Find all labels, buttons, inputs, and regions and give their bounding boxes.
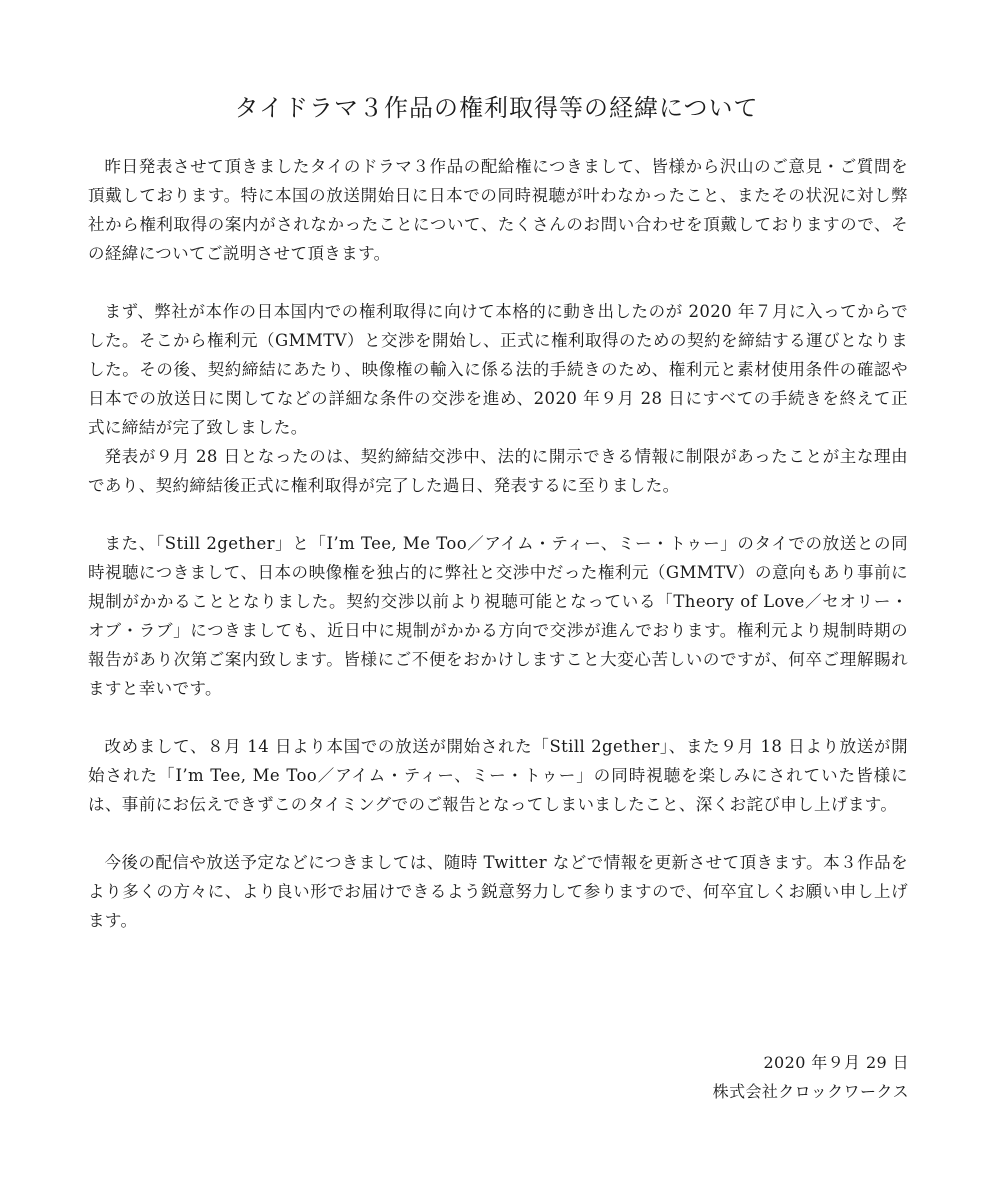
paragraph-gap — [88, 268, 908, 297]
paragraph-apology: 改めまして、８月 14 日より本国での放送が開始された「Still 2gether」、また９月 18 日より放送が開始された「I’m Tee, Me Too／アイム・ティー、ミー・トゥー」の同時視聴を楽しみにされていた皆様には、事前にお伝えできずこのタイミングでのご報告となってしまいましたこと、深くお詫び申し上げます。 — [88, 737, 908, 814]
paragraph-simulcast-restriction: また、「Still 2gether」と「I’m Tee, Me Too／アイム・ティー、ミー・トゥー」のタイでの放送との同時視聴につきまして、日本の映像権を独占的に弊社と交渉中だった権利元（GMMTV）の意向もあり事前に規制がかかることとなりました。契約交渉以前より視聴可能となっている「Theory of Love／セオリー・オブ・ラブ」につきましても、近日中に規制がかかる方向で交渉が進んでおります。権利元より規制時期の報告があり次第ご案内致します。皆様にご不便をおかけしますこと大変心苦しいのですが、何卒ご理解賜れますと幸いです。 — [88, 534, 908, 698]
document-body — [88, 152, 908, 935]
paragraph-intro: 昨日発表させて頂きましたタイのドラマ３作品の配給権につきまして、皆様から沢山のご意見・ご質問を頂戴しております。特に本国の放送開始日に日本での同時視聴が叶わなかったこと、またその状況に対し弊社から権利取得の案内がされなかったことについて、たくさんのお問い合わせを頂戴しておりますので、その経緯についてご説明させて頂きます。 — [88, 157, 908, 263]
paragraph-gap — [88, 703, 908, 732]
paragraph-future-updates: 今後の配信や放送予定などにつきましては、随時 Twitter などで情報を更新させて頂きます。本３作品をより多くの方々に、より良い形でお届けできるよう鋭意努力して参りますので、何卒宜しくお願い申し上げます。 — [88, 853, 908, 930]
paragraph-gap — [88, 819, 908, 848]
company-name: 株式会社クロックワークス — [712, 1082, 909, 1101]
paragraph-background: まず、弊社が本作の日本国内での権利取得に向けて本格的に動き出したのが 2020 年７月に入ってからでした。そこから権利元（GMMTV）と交渉を開始し、正式に権利取得のための契約を締結する運びとなりました。その後、契約締結にあたり、映像権の輸入に係る法的手続きのため、権利元と素材使用条件の確認や日本での放送日に関してなどの詳細な条件の交渉を進め、2020 年９月 28 日にすべての手続きを終えて正式に締結が完了致しました。 — [88, 302, 908, 437]
closing-signature — [713, 1048, 909, 1106]
document-title: タイドラマ３作品の権利取得等の経緯について — [234, 94, 759, 122]
paragraph-announcement-timing: 発表が９月 28 日となったのは、契約締結交渉中、法的に開示できる情報に制限があったことが主な理由であり、契約締結後正式に権利取得が完了した過日、発表するに至りました。 — [88, 447, 908, 495]
paragraph-gap — [88, 500, 908, 529]
document-date: 2020 年９月 29 日 — [763, 1053, 909, 1072]
